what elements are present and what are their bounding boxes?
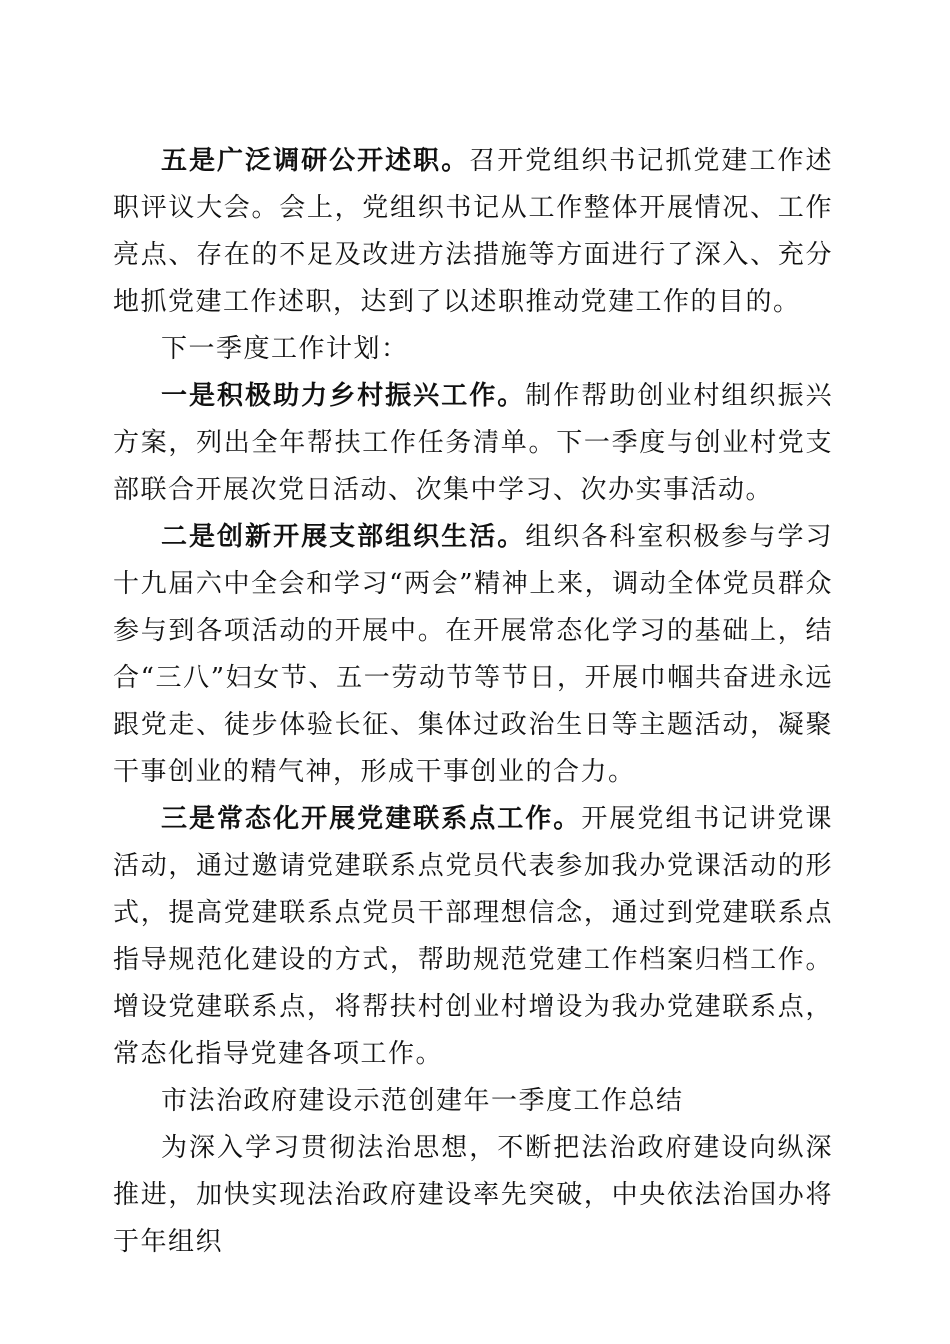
- paragraph-branch-organization-life: [113, 514, 833, 796]
- paragraph-text: 下一季度工作计划：: [161, 334, 409, 364]
- paragraph-rural-revitalization: [113, 373, 833, 514]
- paragraph-text: 市法治政府建设示范创建年一季度工作总结: [161, 1086, 684, 1116]
- paragraph-text: 召开党组织书记抓党建工作述职评议大会。会上，党组织书记从工作整体开展情况、工作亮点、存在的不足及改进方法措施等方面进行了深入、充分地抓党建工作述职，达到了以述职推动党建工作的目的。: [113, 146, 833, 317]
- paragraph-next-quarter-plan: [113, 326, 833, 373]
- document-body: [113, 138, 833, 1266]
- paragraph-rule-of-law-intro: [113, 1125, 833, 1266]
- paragraph-text: 为深入学习贯彻法治思想，不断把法治政府建设向纵深推进，加快实现法治政府建设率先突破，中央依法治国办将于年组织: [113, 1133, 833, 1257]
- paragraph-section-title: [113, 1078, 833, 1125]
- paragraph-text: 制作帮助创业村组织振兴方案，列出全年帮扶工作任务清单。下一季度与创业村党支部联合开展次党日活动、次集中学习、次办实事活动。: [113, 381, 833, 505]
- paragraph-lead: 三是常态化开展党建联系点工作。: [161, 804, 582, 834]
- paragraph-lead: 一是积极助力乡村振兴工作。: [161, 381, 526, 411]
- paragraph-text: 组织各科室积极参与学习十九届六中全会和学习“两会”精神上来，调动全体党员群众参与到各项活动的开展中。在开展常态化学习的基础上，结合“三八”妇女节、五一劳动节等节日，开展巾帼共奋进永远跟党走、徒步体验长征、集体过政治生日等主题活动，凝聚干事创业的精气神，形成干事创业的合力。: [113, 522, 833, 787]
- paragraph-party-contact-points: [113, 796, 833, 1078]
- paragraph-open-reporting: [113, 138, 833, 326]
- paragraph-lead: 五是广泛调研公开述职。: [161, 146, 470, 176]
- paragraph-text: 开展党组书记讲党课活动，通过邀请党建联系点党员代表参加我办党课活动的形式，提高党建联系点党员干部理想信念，通过到党建联系点指导规范化建设的方式，帮助规范党建工作档案归档工作。增设党建联系点，将帮扶村创业村增设为我办党建联系点，常态化指导党建各项工作。: [113, 804, 833, 1069]
- paragraph-lead: 二是创新开展支部组织生活。: [161, 522, 526, 552]
